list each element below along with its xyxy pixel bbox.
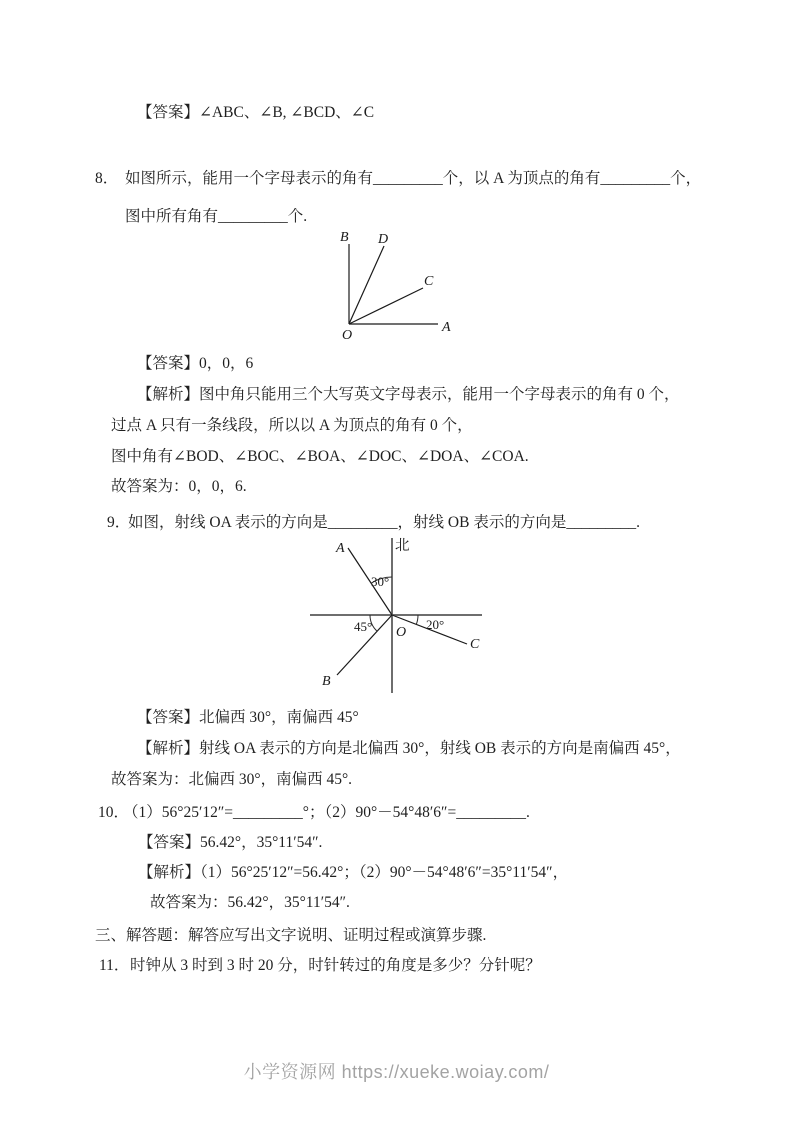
q11-text-line1: 时钟从 3 时到 3 时 20 分，时针转过的角度是多少？分针呢？ xyxy=(130,957,541,974)
q8-analysis-line2: 过点 A 只有一条线段，所以以 A 为顶点的角有 0 个， xyxy=(111,417,473,434)
figure-q9-directions xyxy=(298,533,503,698)
q8-text-line1: 如图所示，能用一个字母表示的角有_________个，以 A 为顶点的角有_________个， xyxy=(125,170,702,187)
arc-20deg xyxy=(416,615,418,624)
point-label-O: O xyxy=(396,625,407,640)
q9-number: 9． xyxy=(107,514,131,531)
site-footer: 小学资源网 https://xueke.woiay.com/ xyxy=(243,1062,550,1082)
point-label-D: D xyxy=(378,232,389,247)
ray-OC xyxy=(349,288,423,324)
angle-label-30: 30° xyxy=(371,574,390,589)
q9-text-line1: 如图，射线 OA 表示的方向是_________，射线 OB 表示的方向是_________. xyxy=(128,514,640,531)
q10-answer: 【答案】56.42°，35°11′54″. xyxy=(138,834,323,851)
q8-text-line2: 图中所有角有_________个. xyxy=(125,208,308,225)
angle-label-20: 20° xyxy=(426,617,445,632)
point-label-C: C xyxy=(424,274,434,289)
q8-analysis-line3: 图中角有∠BOD、∠BOC、∠BOA、∠DOC、∠DOA、∠COA. xyxy=(111,448,529,465)
answer-line-q7: 【答案】∠ABC、∠B, ∠BCD、∠C xyxy=(137,104,375,121)
q10-text-line1: （1）56°25′12″=_________°；（2）90°－54°48′6″=_________. xyxy=(123,804,530,821)
figure-q8-angle-rays xyxy=(333,224,468,346)
q10-analysis-line1: 【解析】（1）56°25′12″=56.42°；（2）90°－54°48′6″=35°11′54″， xyxy=(138,864,569,881)
point-label-C: C xyxy=(470,637,480,652)
q8-analysis-line1: 【解析】图中角只能用三个大写英文字母表示，能用一个字母表示的角有 0 个， xyxy=(137,386,680,403)
point-label-B: B xyxy=(340,230,349,245)
q8-answer: 【答案】0，0，6 xyxy=(137,355,254,372)
q8-number: 8． xyxy=(95,170,119,187)
q10-analysis-line2: 故答案为：56.42°，35°11′54″. xyxy=(150,894,350,911)
point-label-A: A xyxy=(442,320,451,335)
point-label-A: A xyxy=(336,541,345,556)
point-label-O: O xyxy=(342,328,353,343)
section-3-heading: 三、解答题：解答应写出文字说明、证明过程或演算步骤. xyxy=(95,927,487,944)
q10-number: 10． xyxy=(98,804,130,821)
ray-OD xyxy=(349,246,384,324)
q9-analysis-line1: 【解析】射线 OA 表示的方向是北偏西 30°，射线 OB 表示的方向是南偏西 45°， xyxy=(137,740,681,757)
q11-number: 11． xyxy=(99,957,130,974)
q9-analysis-line2: 故答案为：北偏西 30°，南偏西 45°. xyxy=(111,771,353,788)
q9-answer: 【答案】北偏西 30°，南偏西 45° xyxy=(137,709,359,726)
north-label: 北 xyxy=(395,538,410,554)
angle-label-45: 45° xyxy=(354,619,373,634)
point-label-B: B xyxy=(322,674,331,689)
q8-analysis-line4: 故答案为：0，0，6. xyxy=(111,478,247,495)
